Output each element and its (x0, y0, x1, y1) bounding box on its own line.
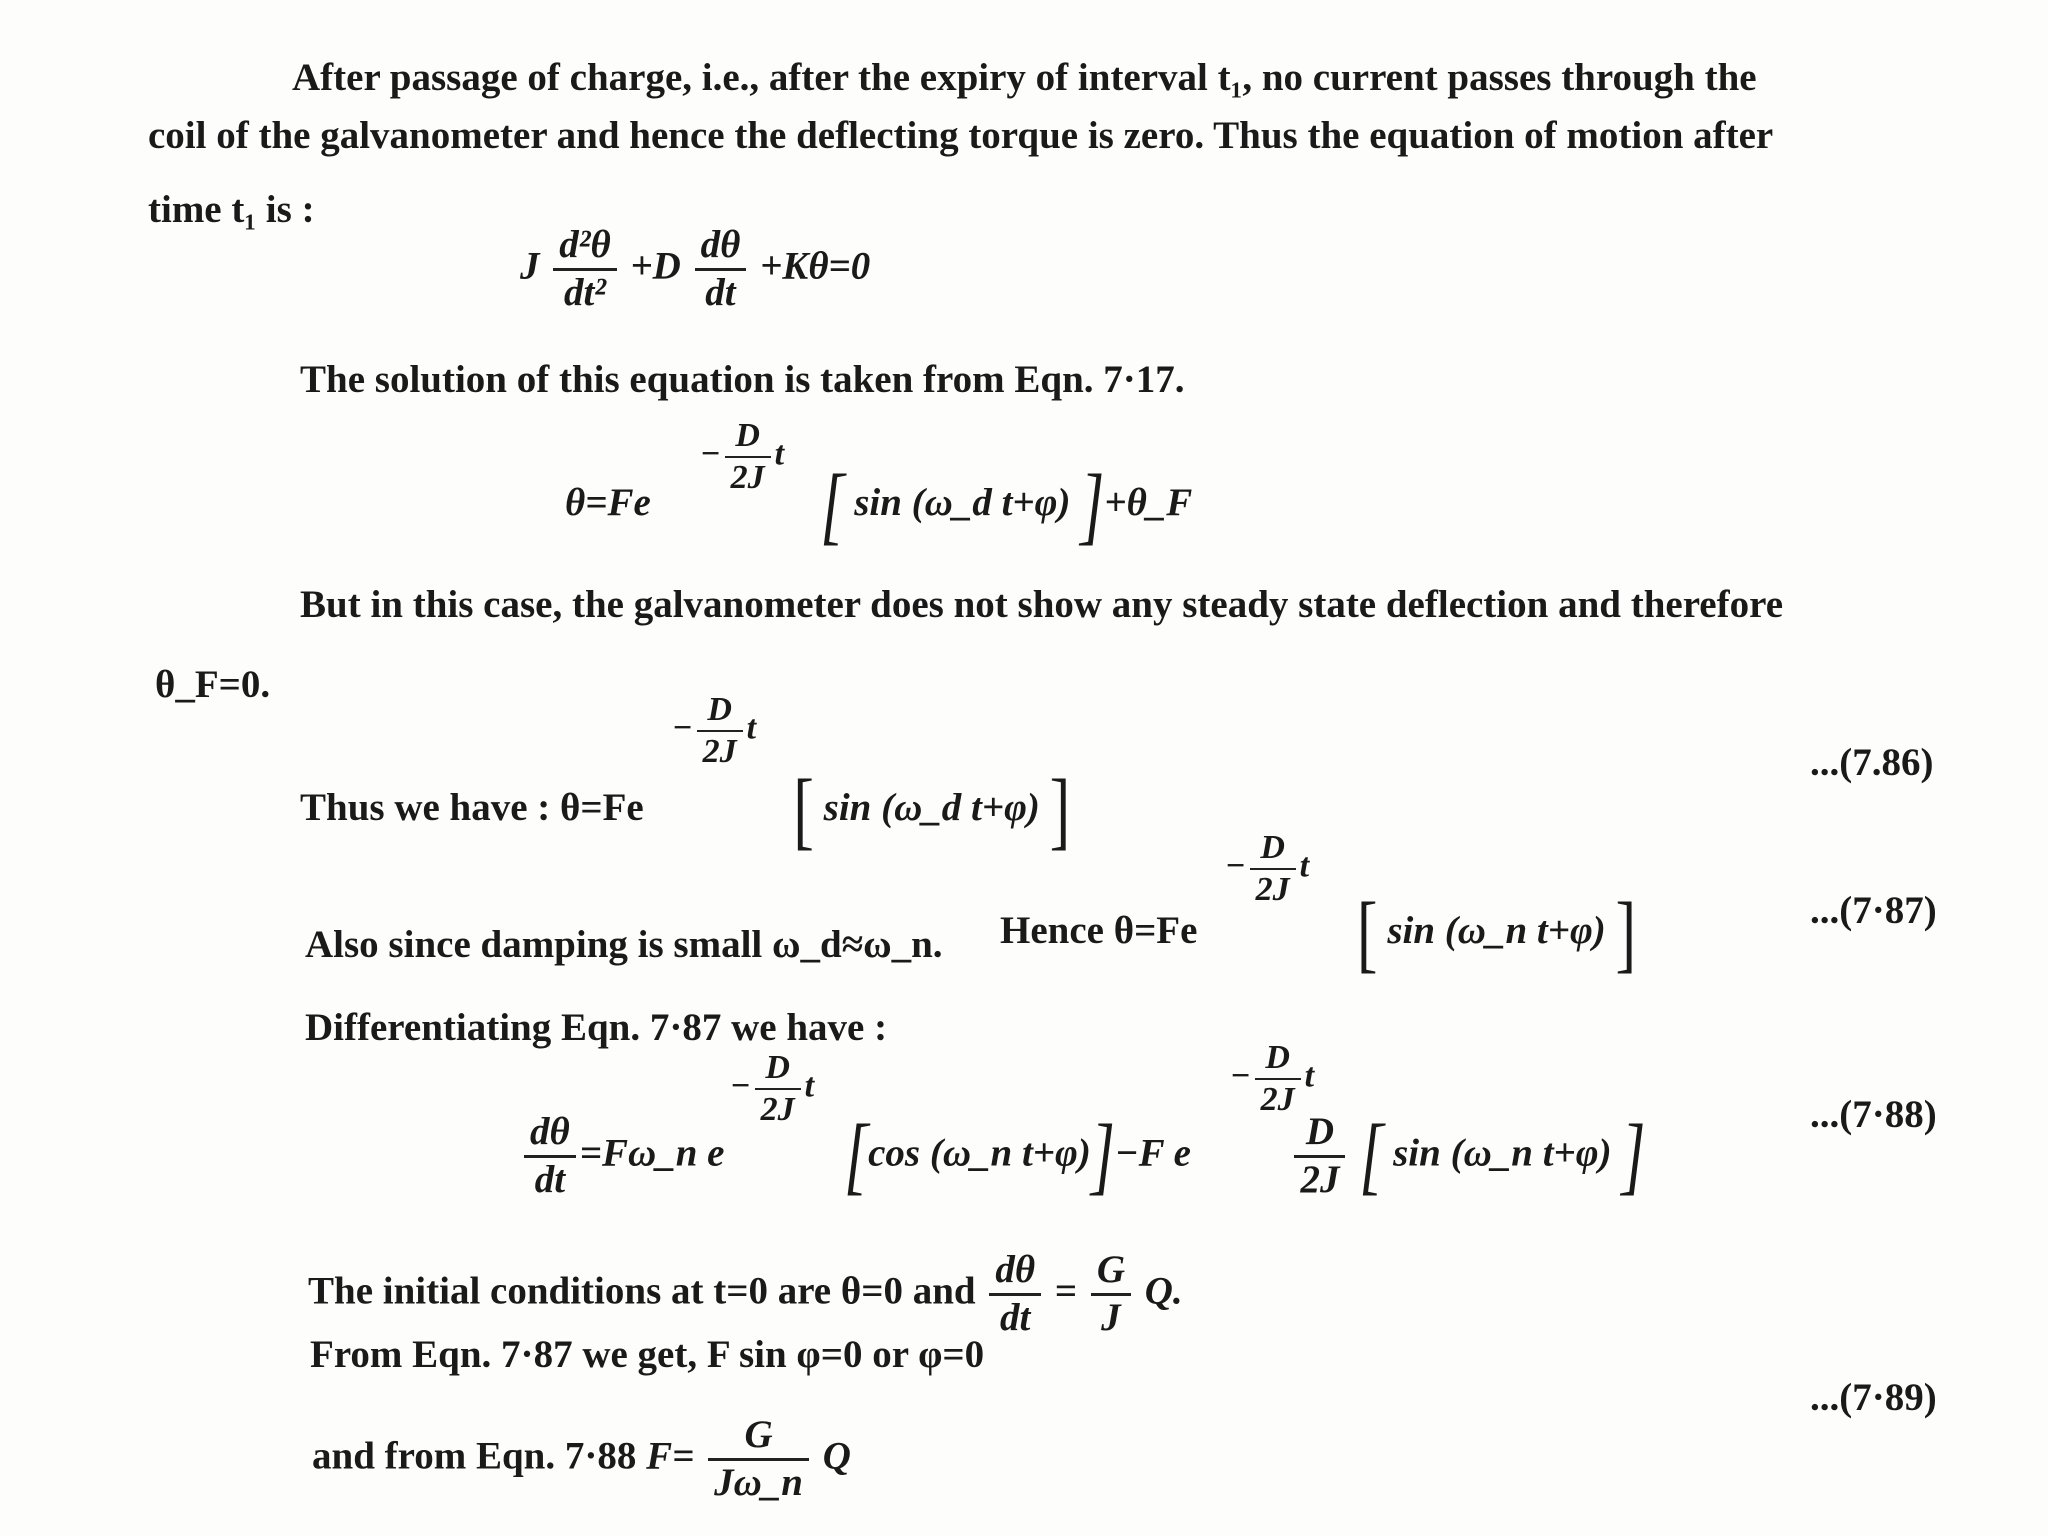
damping-sentence: Also since damping is small ω_d≈ω_n. (305, 923, 943, 966)
from-788-line: and from Eqn. 7·88 F= $\frac{G}{J\omega\_n}$ Q (312, 1413, 851, 1504)
eq-787: Hence θ=Fe [ sin (ω_n t+φ) ] (1000, 886, 1637, 982)
equation-of-motion: J $\frac{\text{d²θ}}{\text{dt²}}$ +D $\frac{d\theta}{dt}$ +Kθ=0 (520, 223, 871, 314)
exponent-2: − $\frac{D}{2J}$ t (672, 691, 757, 770)
theta-f-zero: θ_F=0. (155, 663, 271, 706)
eq-788: $\frac{d\theta}{dt}$ =Fω_n e [cos (ω_n t+φ)]−F e $\frac{D}{2J}$ [ sin (ω_n t+φ) ] (520, 1112, 1645, 1201)
paragraph-line-3: time t₁ is : (148, 188, 315, 231)
exponent-5: − $\frac{D}{2J}$ t (1230, 1039, 1315, 1118)
paragraph-line-2: coil of the galvanometer and hence the deflecting torque is zero. Thus the equation of motion after (148, 114, 1774, 157)
eq-number-789: ...(7·89) (1810, 1376, 1937, 1419)
exponent-1: − $\frac{D}{2J}$ t (700, 417, 785, 496)
solution-equation: θ=Fe [ sin (ω_d t+φ) ]+θ_F (565, 458, 1193, 554)
solution-intro: The solution of this equation is taken from Eqn. 7·17. (300, 358, 1185, 401)
exponent-4: − $\frac{D}{2J}$ t (730, 1049, 815, 1128)
eq-number-788: ...(7·88) (1810, 1093, 1937, 1136)
differentiating-line: Differentiating Eqn. 7·87 we have : (305, 1006, 888, 1049)
exponent-3: − $\frac{D}{2J}$ t (1225, 829, 1310, 908)
initial-conditions: The initial conditions at t=0 are θ=0 and $\frac{d\theta}{dt}$ = $\frac{G}{J}$ Q. (308, 1248, 1183, 1339)
paragraph-line-1: After passage of charge, i.e., after the expiry of interval t₁, no current passes through the (292, 56, 1757, 99)
eq-number-787: ...(7·87) (1810, 889, 1937, 932)
from-787-line: From Eqn. 7·87 we get, F sin φ=0 or φ=0 (310, 1333, 985, 1376)
eq-number-786: ...(7.86) (1810, 741, 1934, 784)
case-sentence: But in this case, the galvanometer does not show any steady state deflection and therefore (300, 583, 1784, 626)
eq-786: Thus we have : θ=Fe [ sin (ω_d t+φ) ] (300, 763, 1071, 859)
